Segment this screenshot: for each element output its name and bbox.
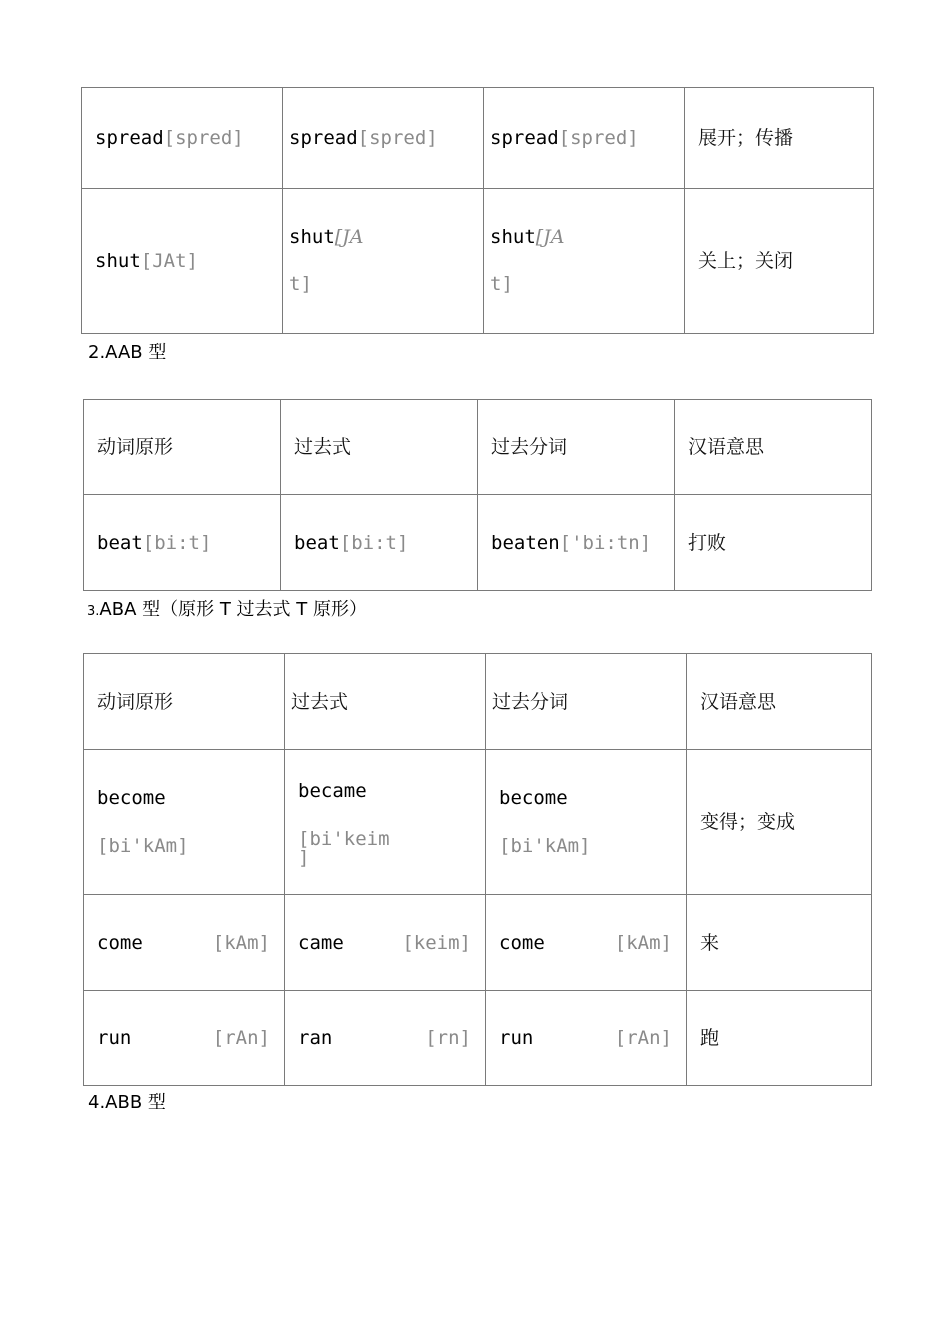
base-form-cell — [82, 88, 283, 189]
past-tense-cell — [283, 88, 484, 189]
word: spread — [490, 127, 559, 149]
word: become — [97, 787, 166, 809]
phonetic: [bi:t] — [339, 531, 409, 554]
past-tense-cell — [285, 991, 486, 1086]
phonetic: [keim] — [402, 931, 471, 954]
meaning-cell: 关上；关闭 — [685, 189, 874, 334]
meaning-cell: 跑 — [687, 991, 872, 1086]
phonetic: [rAn] — [614, 1027, 672, 1049]
header-past-tense: 过去式 — [285, 654, 486, 750]
phonetic: [bi'kAm] — [499, 835, 591, 857]
header-past-tense: 过去式 — [281, 400, 478, 495]
table-row — [82, 189, 874, 334]
base-form-cell — [84, 895, 285, 991]
word: came — [298, 931, 344, 954]
table-row — [84, 895, 872, 991]
word: come — [499, 931, 545, 954]
word: spread — [289, 127, 358, 149]
phonetic: [spred] — [558, 127, 639, 149]
meaning-cell: 来 — [687, 895, 872, 991]
phonetic: [kAm] — [212, 931, 270, 954]
header-past-participle: 过去分词 — [486, 654, 687, 750]
word: spread — [95, 127, 164, 149]
word: come — [97, 931, 143, 954]
header-meaning: 汉语意思 — [687, 654, 872, 750]
word: became — [298, 780, 367, 802]
header-base-form: 动词原形 — [84, 400, 281, 495]
phonetic: [rAn] — [212, 1027, 270, 1049]
table-header-row — [84, 654, 872, 750]
phonetic: [bi:t] — [142, 531, 212, 554]
past-participle-cell — [484, 88, 685, 189]
meaning-cell: 打败 — [675, 495, 872, 591]
phonetic: [rn] — [425, 1027, 471, 1049]
table-header-row — [84, 400, 872, 495]
past-participle-cell — [486, 991, 687, 1086]
past-participle-cell — [478, 495, 675, 591]
past-participle-cell — [486, 895, 687, 991]
word: shut — [95, 250, 141, 272]
meaning-cell: 变得；变成 — [687, 750, 872, 895]
base-form-cell — [84, 750, 285, 895]
phonetic: [JAt] — [140, 250, 198, 272]
word: beat — [294, 531, 340, 554]
base-form-cell — [84, 495, 281, 591]
base-form-cell — [82, 189, 283, 334]
phonetic: ['bi:tn] — [559, 531, 652, 554]
word: run — [97, 1027, 132, 1049]
word: shut — [289, 226, 335, 248]
past-tense-cell — [281, 495, 478, 591]
header-meaning: 汉语意思 — [675, 400, 872, 495]
phonetic-cont: t] — [289, 273, 312, 295]
word: become — [499, 787, 568, 809]
header-base-form: 动词原形 — [84, 654, 285, 750]
table-row — [82, 88, 874, 189]
past-tense-cell — [285, 750, 486, 895]
section-heading-aab: 2.AAB 型 — [88, 342, 167, 363]
verb-table-2 — [83, 399, 872, 591]
phonetic: [JA — [535, 226, 565, 248]
base-form-cell — [84, 991, 285, 1086]
word: beat — [97, 531, 143, 554]
heading-text: ABA 型（原形 T 过去式 T 原形） — [99, 599, 367, 620]
phonetic: [kAm] — [614, 931, 672, 954]
meaning-cell: 展开；传播 — [685, 88, 874, 189]
table-row — [84, 991, 872, 1086]
table-row — [84, 495, 872, 591]
phonetic: [spred] — [357, 127, 438, 149]
word: run — [499, 1027, 534, 1049]
phonetic: [spred] — [163, 127, 244, 149]
verb-table-1 — [81, 87, 874, 334]
word: ran — [298, 1027, 333, 1049]
past-participle-cell — [484, 189, 685, 334]
section-heading-aba — [87, 595, 367, 621]
phonetic: [bi'kAm] — [97, 835, 189, 857]
past-tense-cell — [285, 895, 486, 991]
past-tense-cell — [283, 189, 484, 334]
phonetic-cont: t] — [490, 273, 513, 295]
heading-number: 3. — [87, 604, 100, 619]
past-participle-cell — [486, 750, 687, 895]
phonetic: [JA — [334, 226, 364, 248]
phonetic: [bi'keim — [298, 828, 390, 850]
word: beaten — [491, 531, 560, 554]
word: shut — [490, 226, 536, 248]
table-row — [84, 750, 872, 895]
verb-table-3 — [83, 653, 872, 1086]
section-heading-abb: 4.ABB 型 — [88, 1092, 166, 1113]
phonetic-cont: ] — [298, 847, 310, 869]
header-past-participle: 过去分词 — [478, 400, 675, 495]
